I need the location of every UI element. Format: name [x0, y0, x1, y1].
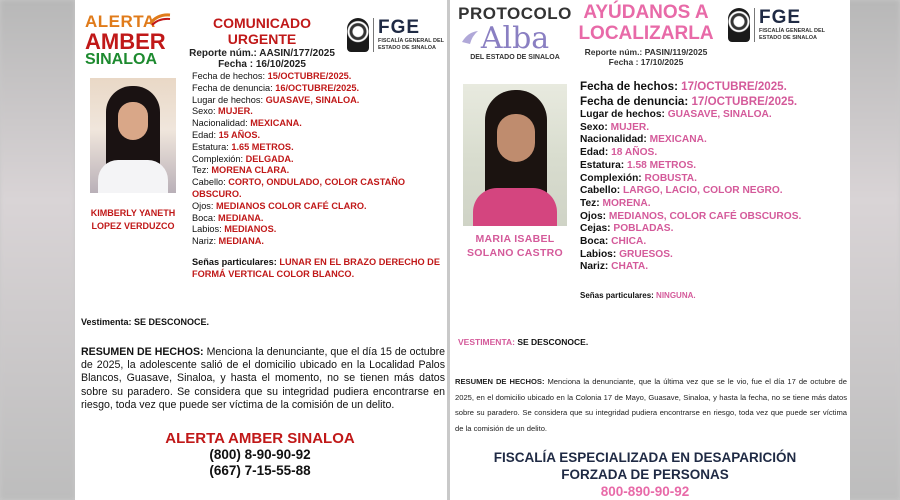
protocolo-alba-logo: PROTOCOLO Alba DEL ESTADO DE SINALOA [458, 4, 572, 61]
field-row: Edad: 15 AÑOS. [192, 129, 261, 140]
field-row: Labios: MEDIANOS. [192, 224, 277, 235]
description-fields [192, 71, 444, 281]
field-row: Tez: MORENA CLARA. [192, 165, 290, 176]
field-row: Estatura: 1.65 METROS. [192, 141, 294, 152]
missing-person-name: KIMBERLY YANETH LOPEZ VERDUZCO [90, 208, 176, 231]
missing-person-photo [90, 78, 176, 193]
communique-title: COMUNICADO URGENTE [213, 15, 311, 47]
field-row: Cabello: LARGO, LACIO, COLOR NEGRO. [580, 185, 783, 197]
field-row: Edad: 18 AÑOS. [580, 147, 658, 159]
footer-agency: FISCALÍA ESPECIALIZADA EN DESAPARICIÓN [493, 450, 797, 465]
distinguishing-marks: Señas particulares: LUNAR EN EL BRAZO DERECHO DE FORMÁ VERTICAL COLOR BLANCO. [192, 256, 440, 279]
distinguishing-marks: Señas particulares: NINGUNA. [580, 291, 696, 301]
fge-logo: FGE FISCALÍA GENERAL DEL ESTADO DE SINALOA [347, 12, 444, 58]
report-date: Fecha : 16/10/2025 [218, 59, 306, 70]
field-row: Tez: MORENA. [580, 197, 651, 209]
help-title: LOCALIZARLA [578, 23, 714, 44]
case-summary: RESUMEN DE HECHOS: Menciona la denunciante, que la última vez que se le vio, fue el día 17 de octubre de 2025, en el domicilio ubicado en la Colonia 17 de Mayo, Guasave, Sinaloa, y hasta la fecha, no se tiene más datos sobre su paradero. Se considera que su integridad pudiera encontrarse en riesgo, toda vez que puede ser víctima de la comisión de un delito. [455, 377, 847, 433]
field-row: Complexión: DELGADA. [192, 153, 294, 164]
field-row: Fecha de denuncia: 17/OCTUBRE/2025. [580, 94, 798, 108]
description-fields [580, 80, 848, 303]
amber-alert-poster [75, 0, 447, 500]
field-row: Nariz: CHATA. [580, 261, 649, 273]
clothing-line: Vestimenta: SE DESCONOCE. [81, 317, 210, 327]
phone-number: (667) 7-15-55-88 [209, 463, 311, 478]
field-row: Boca: CHICA. [580, 236, 647, 248]
footer-agency: FORZADA DE PERSONAS [561, 467, 729, 482]
report-number: Reporte núm.: PASIN/119/2025 [584, 47, 708, 57]
amber-header [187, 15, 337, 70]
state-seal-icon [728, 8, 750, 42]
phone-number: (800) 8-90-90-92 [209, 447, 311, 462]
field-row: Nacionalidad: MEXICANA. [580, 134, 707, 146]
amber-alert-logo: ALERTA AMBER SINALOA [85, 12, 166, 68]
amber-swoosh-icon [149, 12, 171, 26]
help-title: AYÚDANOS A [583, 2, 709, 23]
phone-number: 800-890-90-92 [600, 484, 690, 499]
bird-icon [460, 28, 480, 48]
alba-protocol-poster [450, 0, 850, 500]
field-row: Fecha de denuncia: 16/OCTUBRE/2025. [192, 82, 360, 93]
report-number: Reporte núm.: AASIN/177/2025 [189, 48, 335, 59]
field-row: Fecha de hechos: 15/OCTUBRE/2025. [192, 71, 352, 81]
field-row: Sexo: MUJER. [192, 106, 253, 117]
field-row: Ojos: MEDIANOS COLOR CAFÉ CLARO. [192, 200, 367, 211]
field-row: Fecha de hechos: 17/OCTUBRE/2025. [580, 80, 787, 93]
fge-logo: FGE FISCALÍA GENERAL DEL ESTADO DE SINALOA [728, 2, 825, 48]
amber-contact-footer [135, 430, 385, 479]
field-row: Labios: GRUESOS. [580, 248, 673, 260]
clothing-line: VESTIMENTA: SE DESCONOCE. [458, 337, 589, 347]
field-row: Cejas: POBLADAS. [580, 223, 674, 235]
field-row: Complexión: ROBUSTA. [580, 172, 697, 184]
field-row: Boca: MEDIANA. [192, 212, 264, 223]
field-row: Cabello: CORTO, ONDULADO, COLOR CASTAÑO OBSCURO. [192, 177, 406, 199]
alba-header [576, 2, 716, 67]
missing-person-name: MARIA ISABEL SOLANO CASTRO [466, 233, 564, 259]
field-row: Sexo: MUJER. [580, 121, 650, 133]
alba-contact-footer [470, 449, 820, 500]
field-row: Lugar de hechos: GUASAVE, SINALOA. [580, 109, 772, 120]
report-date: Fecha : 17/10/2025 [608, 57, 684, 67]
missing-person-photo [463, 84, 567, 226]
case-summary: RESUMEN DE HECHOS: Menciona la denunciante, que el día 15 de octubre de 2025, la adolescente salió de el domicilio ubicado en la Localidad Palos Blancos, Guasave, Sinaloa, y hasta el momento, no se tienen más datos sobre su paradero. Se considera que su integridad pudiera encontrarse en riesgo, toda vez que puede ser víctima de la comisión de un delito. [81, 346, 446, 411]
blurred-background-left [0, 0, 75, 500]
field-row: Estatura: 1.58 METROS. [580, 159, 697, 171]
state-seal-icon [347, 18, 369, 52]
footer-title: ALERTA AMBER SINALOA [165, 430, 355, 447]
field-row: Lugar de hechos: GUASAVE, SINALOA. [192, 94, 360, 105]
field-row: Nariz: MEDIANA. [192, 236, 264, 247]
field-row: Nacionalidad: MEXICANA. [192, 118, 302, 129]
field-row: Ojos: MEDIANOS, COLOR CAFÉ OBSCUROS. [580, 210, 802, 222]
